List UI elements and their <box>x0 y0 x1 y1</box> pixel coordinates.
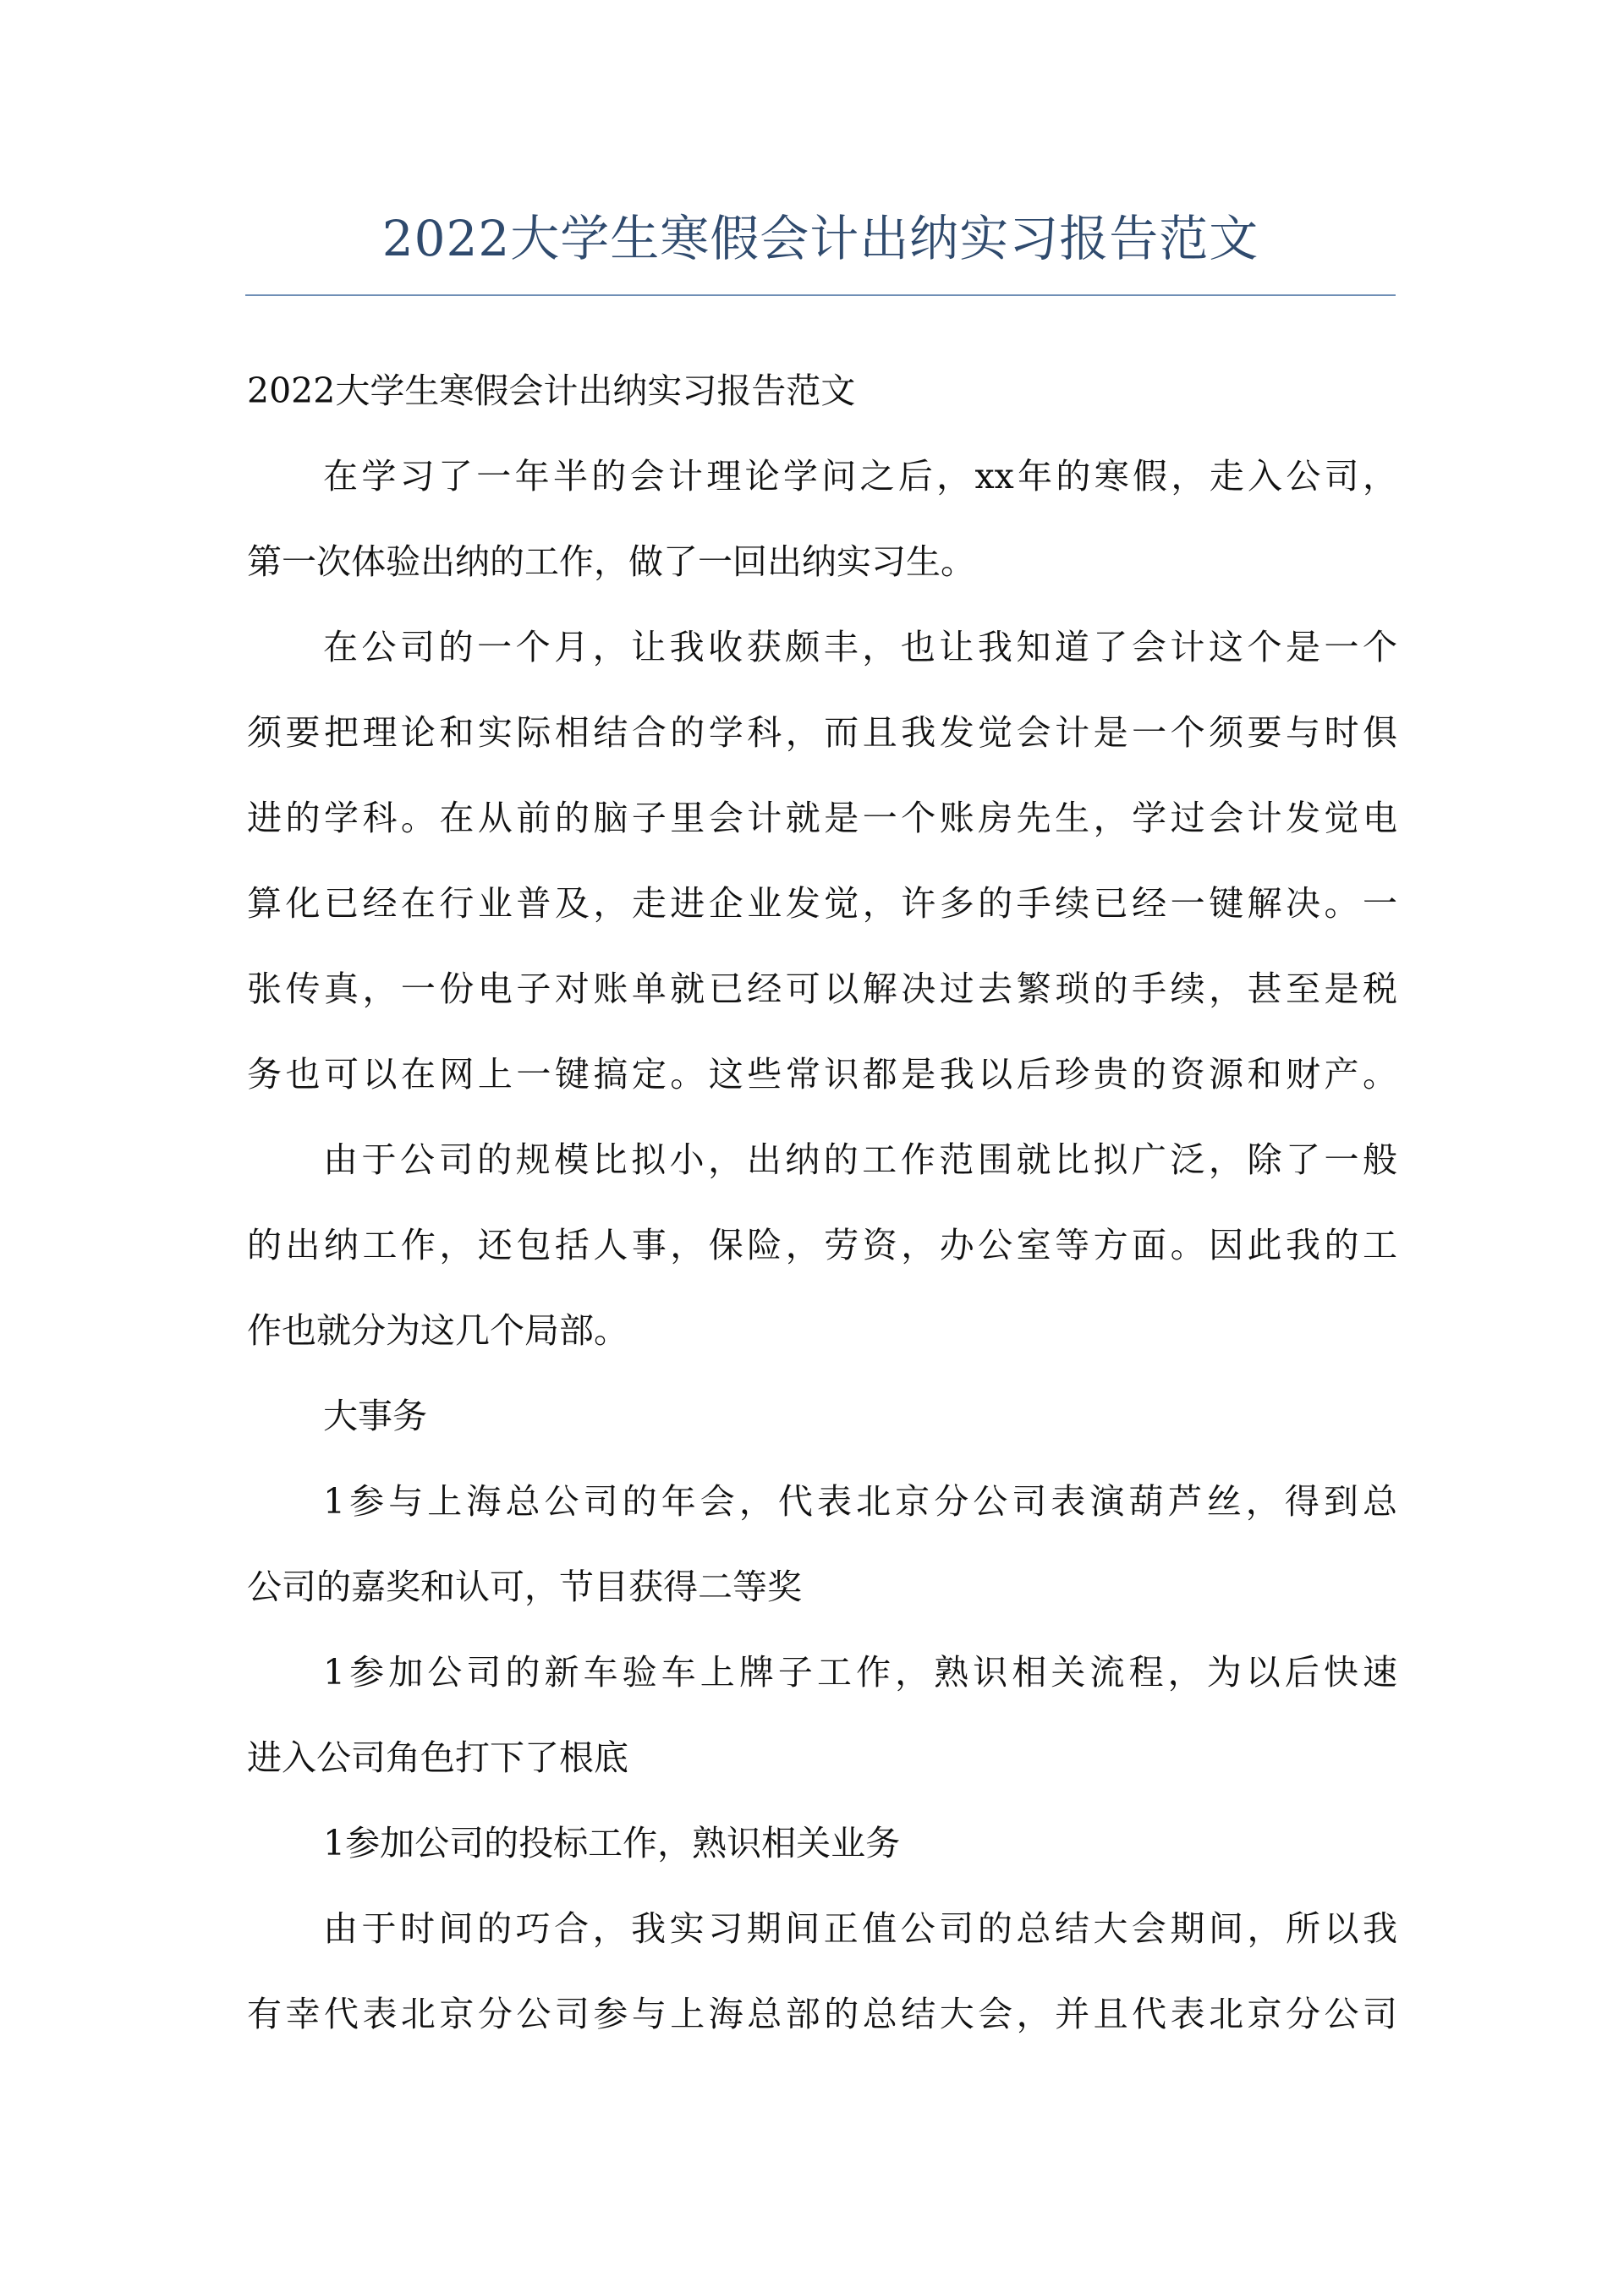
text-line: 在学习了一年半的会计理论学问之后，xx年的寒假，走入公司， <box>323 456 1397 497</box>
document-title: 2022大学生寒假会计出纳实习报告范文 <box>381 210 1259 267</box>
text-line: 进入公司角色打下了根底 <box>247 1737 628 1778</box>
text-line: 务也可以在网上一键搞定。这些常识都是我以后珍贵的资源和财产。 <box>247 1054 1397 1095</box>
paragraph <box>247 605 1397 1117</box>
paragraph <box>247 1117 1397 1374</box>
text-line: 的出纳工作，还包括人事，保险，劳资，办公室等方面。因此我的工 <box>247 1225 1397 1265</box>
text-line: 2022大学生寒假会计出纳实习报告范文 <box>247 370 856 411</box>
paragraph <box>247 1459 1397 1630</box>
text-line: 由于时间的巧合，我实习期间正值公司的总结大会期间，所以我 <box>323 1908 1397 1949</box>
text-line: 公司的嘉奖和认可，节目获得二等奖 <box>247 1567 802 1607</box>
paragraph <box>247 348 1397 434</box>
text-line: 进的学科。在从前的脑子里会计就是一个账房先生，学过会计发觉电 <box>247 798 1397 838</box>
title-underline <box>245 294 1396 296</box>
text-line: 张传真，一份电子对账单就已经可以解决过去繁琐的手续，甚至是税 <box>247 969 1397 1009</box>
text-line: 1参加公司的新车验车上牌子工作，熟识相关流程，为以后快速 <box>323 1652 1397 1693</box>
paragraph <box>247 1630 1397 1801</box>
text-line: 1参加公司的投标工作，熟识相关业务 <box>323 1823 901 1863</box>
document-body <box>247 348 1397 2057</box>
text-line: 由于公司的规模比拟小，出纳的工作范围就比拟广泛，除了一般 <box>323 1139 1397 1180</box>
text-line: 有幸代表北京分公司参与上海总部的总结大会，并且代表北京分公司 <box>247 1994 1397 2034</box>
text-line: 作也就分为这几个局部。 <box>247 1310 628 1351</box>
paragraph <box>247 1801 1397 1886</box>
paragraph <box>247 1886 1397 2057</box>
text-line: 大事务 <box>323 1396 427 1436</box>
text-line: 算化已经在行业普及，走进企业发觉，许多的手续已经一键解决。一 <box>247 883 1397 924</box>
text-line: 在公司的一个月，让我收获颇丰，也让我知道了会计这个是一个 <box>323 627 1397 667</box>
paragraph <box>247 1374 1397 1459</box>
text-line: 第一次体验出纳的工作，做了一回出纳实习生。 <box>247 541 975 582</box>
paragraph <box>247 434 1397 605</box>
text-line: 1参与上海总公司的年会，代表北京分公司表演葫芦丝，得到总 <box>323 1481 1397 1522</box>
text-line: 须要把理论和实际相结合的学科，而且我发觉会计是一个须要与时俱 <box>247 712 1397 753</box>
